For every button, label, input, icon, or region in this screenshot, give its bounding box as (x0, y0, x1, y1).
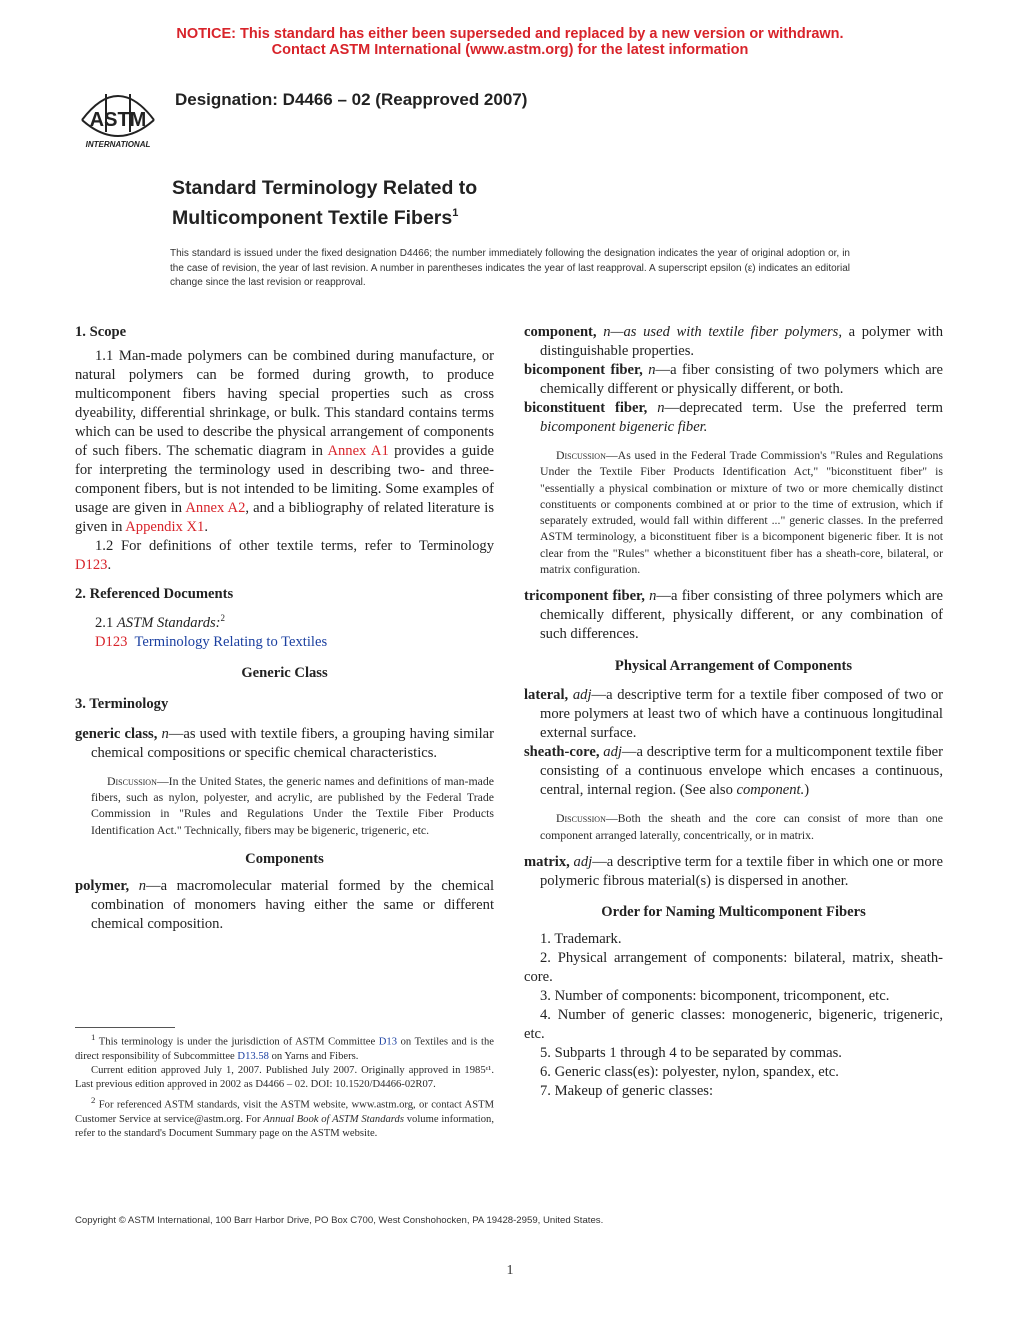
referenced-num: 2.1 (95, 614, 117, 631)
section-referenced-heading: 2. Referenced Documents (75, 586, 234, 602)
astm-logo-icon (76, 80, 160, 150)
term-definition: a polymer with distinguishable properties. (540, 324, 943, 359)
order-item-3: 3. Number of components: bicomponent, tricomponent, etc. (540, 987, 890, 1004)
discussion-sheath-core (524, 810, 943, 843)
term-pos: n (161, 725, 169, 742)
term-pos: adj (573, 853, 593, 870)
term-lateral (524, 686, 943, 743)
footnote-1-text-b: on Textiles and is the direct responsibility of Subcommittee (75, 1036, 494, 1062)
term-generic-class (75, 725, 494, 763)
see-also-term: component. (736, 782, 805, 799)
footnotes (75, 1030, 494, 1141)
order-item-5: 5. Subparts 1 through 4 to be separated by commas. (540, 1044, 842, 1061)
term-biconstituent (524, 399, 943, 437)
discussion-text: —In the United States, the generic names and definitions of man-made fibers, such as nylon, polyester, and acrylic, are published by the Federal Trade Commission in "Rules and Regulations Under the Textile Fiber Products Identification Act." Technically, fibers may be bigeneric, trigeneric, etc. (91, 773, 494, 837)
footnote-2-ref[interactable]: 2 (220, 613, 226, 623)
title-line-1: Standard Terminology Related to (172, 177, 478, 199)
section-scope-heading: 1. Scope (75, 324, 127, 340)
footnote-2-text-a: For referenced ASTM standards, visit the ASTM website, www.astm.org, or contact ASTM Customer Service at service@astm.org. For (75, 1099, 494, 1125)
term-pos: n (648, 362, 656, 378)
term-sheath-core (524, 743, 943, 800)
ref-d123-code[interactable]: D123 (95, 633, 128, 650)
d13-link[interactable]: D13 (378, 1036, 398, 1048)
referenced-para (75, 609, 494, 633)
ref-d123-title[interactable]: Terminology Relating to Textiles (134, 633, 328, 650)
discussion-biconstituent (524, 447, 943, 577)
referenced-item (75, 633, 494, 652)
discussion-label: Discussion (107, 773, 157, 788)
term-definition: —a descriptive term for a textile fiber in which one or more polymeric fibrous material(s) is dispersed in another. (540, 853, 943, 889)
discussion-generic-class (75, 773, 494, 838)
term-definition: —a descriptive term for a textile fiber composed of two or more polymers at least two of which have a continuous longitudinal external surface. (540, 687, 943, 742)
term-component (524, 323, 943, 361)
term-pos: n (603, 324, 611, 340)
appendix-x1-link[interactable]: Appendix X1 (125, 519, 205, 535)
term-tricomponent-name: tricomponent fiber, (524, 588, 645, 605)
preferred-term: bicomponent bigeneric fiber. (540, 419, 708, 435)
term-pos: adj (603, 744, 622, 761)
term-matrix (524, 853, 943, 891)
term-lateral-name: lateral, (524, 687, 569, 704)
term-biconstituent-name: biconstituent fiber, (524, 400, 648, 416)
footnote-1-text-a: This terminology is under the jurisdiction of ASTM Committee (95, 1036, 379, 1048)
scope-p1-text-a: 1.1 Man-made polymers can be combined during manufacture, or natural polymers can be formed during growth, to produce multicomponent fibers having special properties such as cross dyeability, differential shrinkage, or bulk. This standard contains terms which can be used to describe the physical arrangement of components of such fibers. The schematic diagram in (75, 348, 494, 459)
order-item-1: 1. Trademark. (540, 930, 622, 947)
issued-statement: This standard is issued under the fixed designation D4466; the number immediately following the designation indicates the year of original adoption or, in the case of revision, the year of last revision. A number in parentheses indicates the year of last reapproval. A superscript epsilon (ε) indicates an editorial change since the last revision or reapproval. (170, 248, 850, 289)
discussion-label: Discussion (556, 811, 606, 826)
term-matrix-name: matrix, (524, 853, 570, 870)
footnote-1-marker: 1 (91, 1032, 96, 1042)
term-sheath-core-name: sheath-core, (524, 744, 600, 761)
term-tricomponent (524, 587, 943, 644)
footnote-1-edition: Current edition approved July 1, 2007. Published July 2007. Originally approved in 1985ᵋ¹. Last previous edition approved in 2002 as D4466 – 02. DOI: 10.1520/D4466-02R07. (75, 1065, 494, 1091)
term-definition: —deprecated term. Use the preferred term (664, 400, 943, 416)
copyright-line: Copyright © ASTM International, 100 Barr Harbor Drive, PO Box C700, West Conshohocken, PA 19428-2959, United States. (75, 1215, 604, 1226)
scope-para-1 (75, 347, 494, 537)
document-title (172, 176, 477, 231)
term-pos: adj (572, 687, 592, 704)
title-line-2 (172, 201, 477, 231)
physical-arrangement-heading: Physical Arrangement of Components (614, 658, 853, 675)
title-footnote-ref[interactable]: 1 (452, 207, 459, 219)
astm-logo (76, 80, 160, 150)
annex-a2-link[interactable]: Annex A2 (185, 500, 246, 516)
term-definition: —a descriptive term for a multicomponent textile fiber consisting of a continuous envelope which encases a continuous, central, internal region. (See also (540, 744, 943, 799)
order-item-4: 4. Number of generic classes: monogeneric, bigeneric, trigeneric, etc. (524, 1006, 943, 1042)
term-bicomponent-name: bicomponent fiber, (524, 362, 643, 378)
term-definition: —as used with textile fibers, a grouping having similar chemical compositions or specific chemical characteristics. (91, 725, 494, 761)
term-definition: —a fiber consisting of two polymers which are chemically different or physically different, or both. (540, 362, 944, 397)
astm-standards-label: ASTM Standards: (116, 614, 221, 631)
term-generic-class-name: generic class, (75, 725, 158, 742)
term-definition: —a macromolecular material formed by the chemical combination of monomers having either the same or different chemical composition. (91, 878, 494, 933)
logo-subtext: INTERNATIONAL (85, 140, 151, 149)
notice-line-2: Contact ASTM International (www.astm.org) for the latest information (271, 42, 749, 58)
footnote-divider (75, 1027, 175, 1028)
footnote-1-text-c: on Yarns and Fibers. (268, 1050, 359, 1062)
footnote-2-marker: 2 (91, 1094, 96, 1105)
term-component-name: component, (524, 324, 597, 340)
components-heading: Components (245, 851, 324, 868)
logo-text: ASTM (89, 109, 147, 131)
order-item-2: 2. Physical arrangement of components: bilateral, matrix, sheath-core. (524, 949, 943, 985)
scope-p1-text-b: provides a guide for interpreting the terminology used in describing two- and three-component fibers, but is not intended to be limiting. Some examples of usage are given in (75, 443, 494, 516)
order-item-7: 7. Makeup of generic classes: (540, 1082, 714, 1099)
term-bicomponent (524, 361, 943, 399)
d13-58-link[interactable]: D13.58 (237, 1050, 269, 1062)
section-terminology-heading: 3. Terminology (75, 695, 169, 712)
term-polymer-name: polymer, (75, 878, 130, 895)
scope-p1-text-c: , and a bibliography of related literature is given in (75, 500, 495, 535)
annual-book-title: Annual Book of ASTM Standards (263, 1113, 404, 1125)
footnote-2 (75, 1093, 494, 1141)
term-pos: n (649, 588, 657, 605)
generic-class-heading: Generic Class (241, 664, 328, 681)
term-pos: n (138, 878, 146, 895)
term-qualifier: —as used with textile fiber polymers, (610, 324, 842, 340)
term-definition: —a fiber consisting of three polymers which are chemically different, physically different, or any combination of such differences. (540, 588, 943, 643)
footnote-1 (75, 1030, 494, 1064)
page-number: 1 (506, 1263, 514, 1278)
discussion-label: Discussion (556, 448, 606, 462)
term-polymer (75, 877, 494, 934)
term-definition-end: ) (804, 782, 810, 799)
designation: Designation: D4466 – 02 (Reapproved 2007) (175, 90, 528, 109)
annex-a1-link[interactable]: Annex A1 (327, 443, 389, 459)
scope-p2-text-b: . (107, 557, 112, 573)
discussion-text: —As used in the Federal Trade Commission's "Rules and Regulations Under the Textile Fiber Products Identification Act," "biconstituent fiber" is "essentially a physical combination or mixture of two or more chemically distinct constituents or components combined at or prior to the time of extrusion, which if separately extruded, would fall within different ..." generic classes. In the preferred ASTM terminology, a biconstituent fiber is a bicomponent bigeneric fiber. It is not clear from the "Rules" whether a biconstituent fiber has a sheath-core, bilateral, or matrix configuration. (540, 448, 943, 577)
scope-para-2 (75, 537, 494, 575)
right-column (524, 323, 943, 1101)
scope-p2-text-a: 1.2 For definitions of other textile terms, refer to Terminology (95, 538, 494, 554)
withdrawal-notice (0, 26, 1020, 58)
title-line-2-text: Multicomponent Textile Fibers (172, 207, 453, 229)
left-column (75, 323, 494, 934)
footnote-2-text-b: volume information, refer to the standard's Document Summary page on the ASTM website. (75, 1113, 494, 1139)
order-item-6: 6. Generic class(es): polyester, nylon, spandex, etc. (540, 1063, 839, 1080)
discussion-text: —Both the sheath and the core can consist of more than one component arranged laterally, concentrically, or in matrix. (540, 811, 943, 842)
scope-p1-text-d: . (204, 519, 208, 535)
term-pos: n (657, 400, 665, 416)
notice-line-1: NOTICE: This standard has either been superseded and replaced by a new version or withdrawn. (176, 26, 844, 42)
d123-link[interactable]: D123 (75, 557, 108, 573)
order-naming-heading: Order for Naming Multicomponent Fibers (601, 903, 866, 920)
